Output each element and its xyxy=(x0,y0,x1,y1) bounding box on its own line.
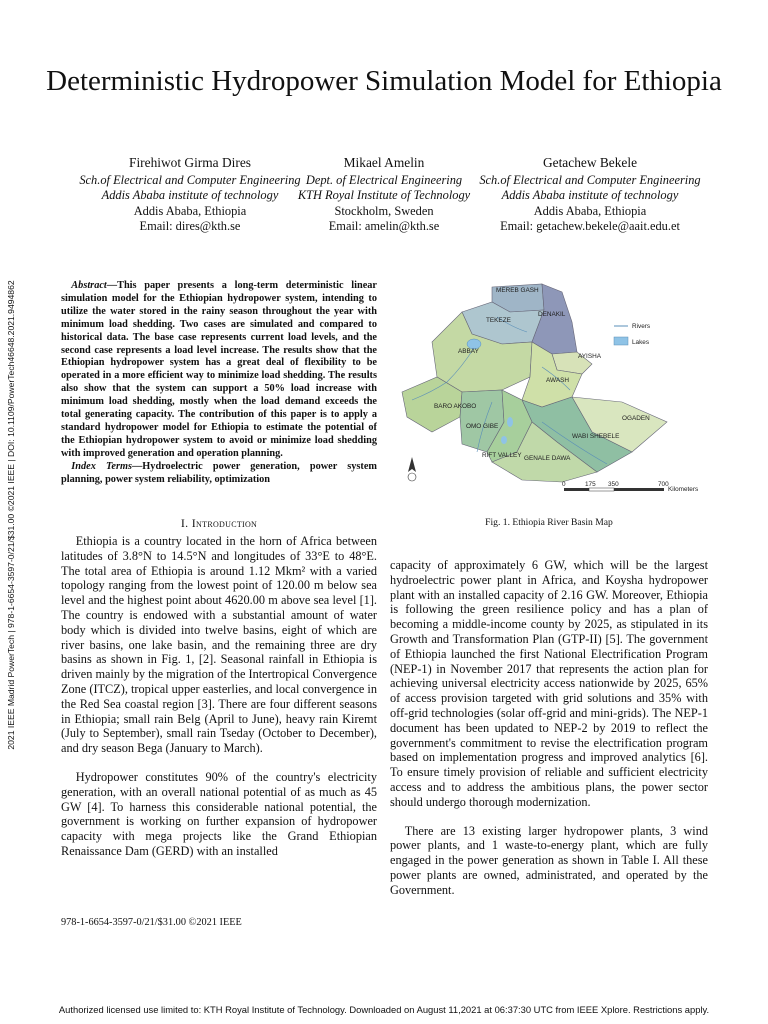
paragraph: Hydropower constitutes 90% of the country's electricity generation, with an overall national potential of as much as 45 GW [4]. To harness this considerable national potential, the government is working on further expansion of hydropower capacity with mega projects like the Grand Ethiopian Renaissance Dam (GERD) with an installed xyxy=(61,769,377,858)
basin-label: OMO GIBE xyxy=(466,423,499,430)
right-column-body xyxy=(390,558,708,912)
map-svg xyxy=(392,282,708,496)
abstract-text: —This paper presents a long-term deterministic linear simulation model for the Ethiopian hydropower system, intending to utilize the water stored in the rainy season throughout the year with minimum load shedding. Two cases are simulated and compared to historical data. The base case represents current load levels, and the second case represents a load level increase. The results show that the Ethiopian hydropower system has a great deal of flexibility to be operated in a more efficient way to minimize load shedding. The results also show that the system can support a 50% load increase with minimum load shedding, mostly when the load demand exceeds the total generating capacity. The contribution of this paper is to apply a standard hydropower model for Ethiopia to estimate the potential of the Ethiopian hydropower system to avoid or minimize load shedding with improved generation and operation planning. xyxy=(61,280,377,459)
basin-label: ABBAY xyxy=(458,348,479,355)
author-block-3 xyxy=(470,155,710,235)
basin-label: GENALE DAWA xyxy=(524,455,571,462)
abstract xyxy=(61,280,377,487)
legend-lakes-label: Lakes xyxy=(632,339,650,346)
author-email: Email: amelin@kth.se xyxy=(328,219,440,233)
doi-sidebar xyxy=(2,255,20,775)
author-name: Getachew Bekele xyxy=(542,155,638,170)
basin-label: DENAKIL xyxy=(538,311,566,318)
paper-title: Deterministic Hydropower Simulation Model for Ethiopia xyxy=(46,65,722,97)
index-terms-text: —Hydroelectric power generation, power system planning, power system reliability, optimization xyxy=(61,460,377,485)
section-number: I. xyxy=(180,516,189,530)
abstract-lead: Abstract xyxy=(71,280,107,291)
author-city: Stockholm, Sweden xyxy=(334,203,434,218)
scale-tick: 0 xyxy=(562,481,566,488)
paragraph: Ethiopia is a country located in the horn of Africa between latitudes of 3.8°N to 14.5°N and longitudes of 33°E to 48°E. The total area of Ethiopia is around 1.12 Mkm² with a varied topology ranging from the lowest point of 120.00 m below sea level and the highest point about 4620.00 m above sea level [1]. The country is endowed with a substantial amount of water body which is divided into twelve basins, eight of which are river basins, one lake basin, and the remaining three are dry basins as shown in Fig. 1, [2]. Seasonal rainfall in Ethiopia is driven mainly by the migration of the Intertropical Convergence Zone (ITCZ), tropical upper easterlies, and local convergence in the Red Sea coastal region [3]. There are four different seasons in Ethiopia; small rain Belg (April to June), heavy rain Kiremt (July to September), small rain Tseday (October to December), and dry season Bega (January to March). xyxy=(61,534,377,756)
scale-unit: Kilometers xyxy=(668,486,699,493)
doi-sidebar-text: 2021 IEEE Madrid PowerTech | 978-1-6654-3597-0/21/$31.00 ©2021 IEEE | DOI: 10.1109/PowerTech46648.2021.9494862 xyxy=(6,280,16,750)
author-dept: Dept. of Electrical Engineering xyxy=(305,172,463,187)
author-name: Firehiwot Girma Dires xyxy=(129,155,251,170)
lake-rift-2 xyxy=(501,436,507,444)
author-name: Mikael Amelin xyxy=(343,155,425,170)
paragraph: capacity of approximately 6 GW, which will be the largest hydroelectric power plant in Africa, and Koysha hydropower plant with an installed capacity of 2.16 GW. Moreover, Ethiopia is following the green resilience policy and has a plan of becoming a middle-income county by 2025, as stipulated in its Growth and Transformation Plan (GTP-II) [5]. The government of Ethiopia launched the first National Electrification Program (NEP-1) in November 2017 that represents the action plan for achieving universal electricity access nationwide by 2025, 65% of access provision targeted with grid solutions and 35% with off-grid technologies (solar off-grid and mini-grids). The NEP-1 document has been updated to NEP-2 by 2019 to reflect the government's commitment to revise the electrification program based on implementation progress and improved analytics [6]. To ensure timely provision of reliable and sufficient electricity access and to address the ambitious plans, the power sector should undergo thorough modernization. xyxy=(390,558,708,809)
paragraph: There are 13 existing larger hydropower plants, 3 wind power plants, and 1 waste-to-energy plant, which are fully engaged in the power generation as shown in Table I. All these power plants are owned, administrated, and operated by the Government. xyxy=(390,823,708,897)
author-email: Email: getachew.bekele@aait.edu.et xyxy=(500,219,680,233)
author-dept: Sch.of Electrical and Computer Engineering xyxy=(79,172,301,187)
basin-label: AWASH xyxy=(546,377,569,384)
river-basin-map xyxy=(392,282,708,496)
figure-caption: Fig. 1. Ethiopia River Basin Map xyxy=(485,517,613,528)
left-column-body xyxy=(61,534,377,873)
legend-lakes-swatch xyxy=(614,337,628,345)
author-block-2 xyxy=(264,155,504,235)
basin-label: MEREB GASH xyxy=(496,287,539,294)
section-heading xyxy=(61,516,377,531)
scale-tick: 700 xyxy=(658,481,669,488)
lake-rift-1 xyxy=(507,417,513,427)
copyright-notice: 978-1-6654-3597-0/21/$31.00 ©2021 IEEE xyxy=(61,917,242,928)
author-city: Addis Ababa, Ethiopia xyxy=(533,203,647,218)
index-terms-lead: Index Terms xyxy=(71,460,132,472)
basin-label: OGADEN xyxy=(622,415,650,422)
author-institution: KTH Royal Institute of Technology xyxy=(297,188,471,202)
legend-rivers-label: Rivers xyxy=(632,323,651,330)
basin-label: RIFT VALLEY xyxy=(482,452,522,459)
author-institution: Addis Ababa institute of technology xyxy=(101,188,279,202)
author-dept: Sch.of Electrical and Computer Engineering xyxy=(479,172,701,187)
author-city: Addis Ababa, Ethiopia xyxy=(133,203,247,218)
author-email: Email: dires@kth.se xyxy=(139,219,241,233)
scale-tick: 350 xyxy=(608,481,619,488)
basin-label: TEKEZE xyxy=(486,317,511,324)
basin-label: BARO AKOBO xyxy=(434,403,477,410)
basin-label: WABI SHEBELE xyxy=(572,433,620,440)
basin-label: AYISHA xyxy=(578,353,601,360)
license-footer: Authorized licensed use limited to: KTH Royal Institute of Technology. Downloaded on August 11,2021 at 06:37:30 UTC from IEEE Xplore. Restrictions apply. xyxy=(58,1004,710,1015)
scale-tick: 175 xyxy=(585,481,596,488)
section-title: Introduction xyxy=(191,516,258,530)
author-institution: Addis Ababa institute of technology xyxy=(501,188,679,202)
